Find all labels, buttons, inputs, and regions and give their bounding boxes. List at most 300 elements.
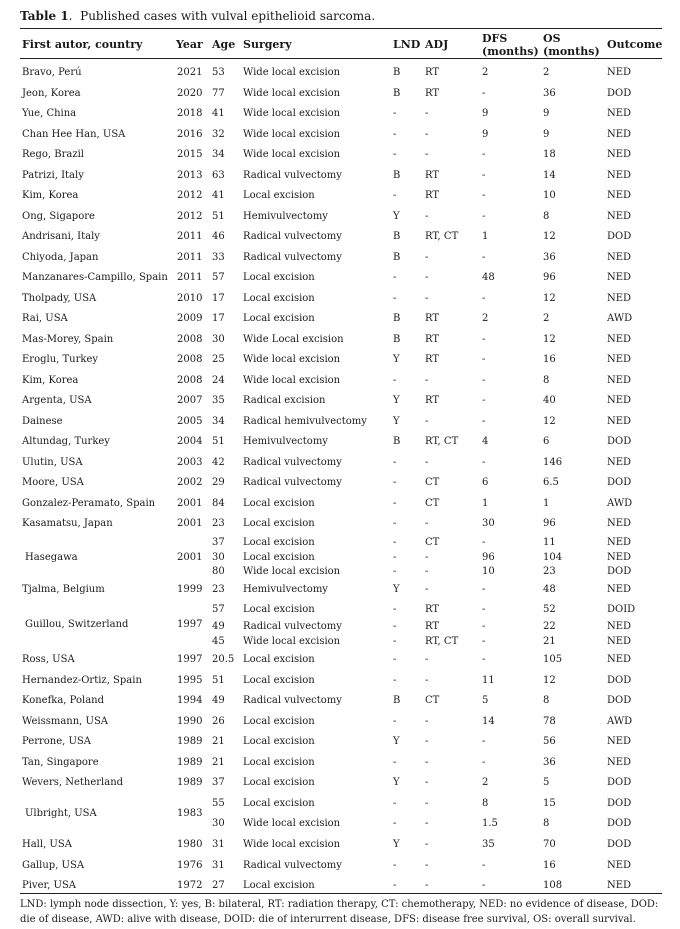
cell-lnd: B [393,231,401,242]
cell-os: 2 [543,313,550,324]
cell-year: 1980 [177,839,203,850]
cell-surgery: Local excision [243,313,315,324]
cell-os: 8 [543,695,550,706]
cell-outcome: DOD [607,87,632,99]
cell-outcome: DOD [607,818,632,829]
cell-age: 32 [212,128,225,140]
cell-dfs: 10 [482,566,495,577]
cell-year: 2002 [177,477,203,488]
cell-lnd: Y [393,584,400,595]
cell-outcome: NED [607,251,632,263]
cell-lnd: - [393,566,397,577]
cell-author: Tjalma, Belgium [22,584,105,595]
table-title: Published cases with vulval epithelioid sarcoma. [80,9,376,23]
cell-lnd: B [393,169,401,181]
cell-adj: RT [425,67,440,78]
cell-author: Altundag, Turkey [22,436,110,447]
cell-lnd: - [393,518,397,529]
cell-year: 2021 [177,67,203,78]
cell-author: Weissmann, USA [22,715,109,727]
cell-outcome: DOD [607,477,632,488]
cell-lnd: - [393,456,397,468]
cell-year: 2012 [177,190,203,201]
cell-os: 2 [543,67,550,78]
cell-lnd: B [393,313,401,324]
cell-author: Konefka, Poland [22,695,105,706]
cell-year: 1983 [177,808,203,819]
table-footnote: LND: lymph node dissection, Y: yes, B: bilateral, RT: radiation therapy, CT: chemotherapy, NED: no evidence of disease, DOD: die of disease, AWD: alive with disease, DOID: die of interurrent disease, DFS: disease free survival, OS: overall survival. [20,899,659,925]
cell-year: 2007 [177,395,203,406]
cell-dfs: - [482,292,486,304]
cell-author: Wevers, Netherland [22,777,124,788]
cell-adj: RT [425,313,440,324]
cell-adj: - [425,674,429,686]
cell-surgery: Radical hemivulvectomy [243,415,367,427]
cell-outcome: DOD [607,839,632,850]
cell-author: Gallup, USA [22,859,85,871]
cell-dfs: 8 [482,798,489,809]
cell-outcome: NED [607,552,632,563]
cell-dfs: 9 [482,108,489,119]
header-year: Year [176,38,203,51]
cell-year: 2016 [177,128,203,140]
cell-age: 57 [212,272,225,283]
cell-surgery: Radical vulvectomy [243,859,342,871]
cell-age: 34 [212,149,225,160]
cell-year: 1972 [177,880,203,891]
cell-lnd: - [393,880,397,891]
cell-age: 30 [212,552,225,563]
cell-age: 31 [212,859,225,871]
cell-outcome: DOD [607,231,632,242]
cell-surgery: Local excision [243,292,315,304]
cell-year: 2011 [177,251,203,263]
cell-age: 51 [212,210,225,222]
cell-lnd: - [393,552,397,563]
bottom-rule [20,893,662,894]
cell-dfs: 1 [482,231,489,242]
cell-lnd: - [393,604,397,615]
cell-surgery: Wide local excision [243,87,341,99]
cell-year: 2001 [177,518,203,529]
cell-outcome: AWD [607,715,633,727]
cell-os: 9 [543,128,550,140]
cell-os: 36 [543,756,556,768]
cell-lnd: - [393,149,397,160]
cell-dfs: - [482,736,486,747]
cell-age: 84 [212,497,225,509]
cell-outcome: NED [607,584,632,595]
cell-lnd: B [393,695,401,706]
cell-surgery: Radical vulvectomy [243,456,342,468]
cell-surgery: Wide local excision [243,374,341,386]
cell-surgery: Local excision [243,756,315,768]
cell-adj: - [425,374,429,386]
cell-surgery: Radical vulvectomy [243,477,342,488]
cell-adj: - [425,584,429,595]
cell-year: 2008 [177,333,203,345]
cell-os: 16 [543,354,556,365]
cell-surgery: Local excision [243,552,315,563]
cell-outcome: NED [607,456,632,468]
cell-os: 48 [543,584,556,595]
cell-outcome: NED [607,518,632,529]
cell-dfs: - [482,415,486,427]
cell-os: 10 [543,190,556,201]
cell-author: Jeon, Korea [22,87,81,99]
cell-surgery: Wide Local excision [243,333,344,345]
cell-lnd: - [393,636,397,647]
cell-outcome: DOD [607,798,632,809]
cell-lnd: - [393,128,397,140]
cell-lnd: - [393,715,397,727]
table-caption: Table 1. Published cases with vulval epithelioid sarcoma. [20,9,376,23]
cell-outcome: NED [607,537,632,548]
cell-age: 27 [212,880,225,891]
cell-age: 55 [212,798,225,809]
cell-author: Tholpady, USA [22,292,97,304]
cell-surgery: Wide local excision [243,149,341,160]
cell-os: 96 [543,518,556,529]
cell-adj: - [425,839,429,850]
cell-age: 17 [212,292,225,304]
cell-adj: RT, CT [425,436,459,447]
cell-author: Kim, Korea [22,374,79,386]
cell-adj: RT [425,395,440,406]
cell-adj: - [425,777,429,788]
cell-age: 80 [212,566,225,577]
cell-lnd: - [393,621,397,632]
cell-lnd: B [393,436,401,447]
cell-adj: - [425,756,429,768]
cell-adj: - [425,654,429,665]
cell-lnd: Y [393,736,400,747]
cell-year: 2004 [177,436,203,447]
cell-age: 34 [212,415,225,427]
cell-author: Guillou, Switzerland [25,619,129,630]
cell-age: 41 [212,190,225,201]
cell-year: 2020 [177,87,203,99]
cell-author: Hall, USA [22,839,72,850]
cell-author: Moore, USA [22,477,84,488]
cell-author: Andrisani, Italy [22,231,100,242]
cell-adj: - [425,552,429,563]
cell-adj: - [425,149,429,160]
cell-year: 1994 [177,695,203,706]
cell-year: 1976 [177,859,203,871]
cell-author: Ulutin, USA [22,456,83,468]
cell-surgery: Local excision [243,654,315,665]
cell-surgery: Radical vulvectomy [243,169,342,181]
cell-os: 22 [543,621,556,632]
cell-dfs: - [482,251,486,263]
cell-lnd: - [393,756,397,768]
cell-os: 12 [543,415,556,427]
cell-lnd: Y [393,415,400,427]
cell-age: 49 [212,695,225,706]
cell-os: 56 [543,736,556,747]
cell-dfs: - [482,169,486,181]
cell-outcome: DOD [607,777,632,788]
top-rule [20,28,662,29]
cell-age: 53 [212,67,225,78]
cell-surgery: Wide local excision [243,354,341,365]
cell-author: Manzanares-Campillo, Spain [22,272,168,283]
cell-adj: - [425,272,429,283]
cell-os: 15 [543,798,556,809]
cell-surgery: Wide local excision [243,67,341,78]
cell-surgery: Local excision [243,537,315,548]
cell-age: 23 [212,518,225,529]
cell-surgery: Local excision [243,715,315,727]
cell-age: 41 [212,108,225,119]
cell-dfs: 96 [482,552,495,563]
cell-surgery: Local excision [243,880,315,891]
cell-adj: CT [425,477,440,488]
cell-year: 2008 [177,374,203,386]
cell-adj: - [425,566,429,577]
cell-outcome: NED [607,149,632,160]
cell-os: 14 [543,169,556,181]
cell-outcome: NED [607,621,632,632]
cell-author: Bravo, Perú [22,67,82,78]
cell-author: Ross, USA [22,654,75,665]
header-os: OS (months) [543,32,600,58]
cell-author: Chiyoda, Japan [22,251,99,263]
cell-dfs: - [482,333,486,345]
cell-outcome: DOID [607,604,636,615]
cell-dfs: - [482,87,486,99]
cell-dfs: 11 [482,674,495,686]
cell-surgery: Local excision [243,777,315,788]
cell-author: Eroglu, Turkey [22,354,99,365]
cell-age: 49 [212,621,225,632]
cell-surgery: Local excision [243,272,315,283]
cell-lnd: Y [393,354,400,365]
cell-lnd: - [393,537,397,548]
cell-year: 2001 [177,552,203,563]
cell-surgery: Hemivulvectomy [243,436,328,447]
cell-author: Argenta, USA [22,395,92,406]
cell-os: 36 [543,87,556,99]
cell-os: 9 [543,108,550,119]
cell-adj: - [425,736,429,747]
cell-year: 1997 [177,619,203,630]
cell-adj: - [425,292,429,304]
cell-year: 2005 [177,415,203,427]
cell-outcome: NED [607,128,632,140]
cell-surgery: Local excision [243,497,315,509]
cell-author: Piver, USA [22,880,77,891]
cell-author: Gonzalez-Peramato, Spain [22,497,156,509]
cell-author: Rego, Brazil [22,149,84,160]
cell-os: 105 [543,654,563,665]
header-adj: ADJ [425,38,449,51]
cell-os: 16 [543,859,556,871]
cell-year: 2011 [177,231,203,242]
cell-dfs: 5 [482,695,489,706]
cell-author: Hernandez-Ortiz, Spain [22,674,142,686]
cell-outcome: NED [607,415,632,427]
cell-lnd: Y [393,210,400,222]
cell-year: 2018 [177,108,203,119]
cell-age: 30 [212,818,225,829]
cell-dfs: - [482,149,486,160]
cell-lnd: - [393,859,397,871]
cell-outcome: NED [607,354,632,365]
cell-surgery: Local excision [243,736,315,747]
cell-adj: - [425,880,429,891]
cell-outcome: NED [607,272,632,283]
cell-os: 12 [543,674,556,686]
cell-age: 17 [212,313,225,324]
cell-os: 104 [543,552,563,563]
cell-outcome: DOD [607,674,632,686]
cell-dfs: - [482,604,486,615]
cell-author: Patrizi, Italy [22,169,84,181]
cell-year: 2011 [177,272,203,283]
cell-adj: - [425,715,429,727]
cell-dfs: - [482,537,486,548]
cell-author: Chan Hee Han, USA [22,128,126,140]
cell-lnd: B [393,333,401,345]
cell-adj: - [425,818,429,829]
cell-age: 51 [212,436,225,447]
cell-dfs: 2 [482,777,489,788]
cell-age: 30 [212,333,225,345]
cell-os: 8 [543,210,550,222]
cell-year: 2001 [177,497,203,509]
cell-dfs: - [482,456,486,468]
cell-adj: RT, CT [425,231,459,242]
cell-adj: CT [425,695,440,706]
cell-dfs: 9 [482,128,489,140]
cell-year: 2009 [177,313,203,324]
cell-dfs: - [482,354,486,365]
cell-dfs: - [482,880,486,891]
cell-age: 37 [212,537,225,548]
cell-author: Ulbright, USA [25,808,97,819]
cell-age: 42 [212,456,225,468]
cell-age: 21 [212,736,225,747]
cell-outcome: NED [607,880,632,891]
cell-adj: RT [425,604,440,615]
cell-os: 36 [543,251,556,263]
cell-dfs: - [482,756,486,768]
cell-outcome: NED [607,333,632,345]
cell-year: 1989 [177,736,203,747]
cell-age: 46 [212,231,225,242]
cell-surgery: Radical excision [243,395,326,406]
cell-lnd: - [393,798,397,809]
cell-lnd: - [393,654,397,665]
cell-age: 51 [212,674,225,686]
cell-surgery: Local excision [243,798,315,809]
cell-os: 18 [543,149,556,160]
cell-os: 8 [543,374,550,386]
cell-dfs: 30 [482,518,495,529]
cell-year: 1997 [177,654,203,665]
cell-os: 6 [543,436,550,447]
cell-outcome: NED [607,190,632,201]
cell-age: 45 [212,636,225,647]
cell-os: 70 [543,839,556,850]
cell-adj: - [425,128,429,140]
cell-age: 63 [212,169,225,181]
cell-adj: - [425,456,429,468]
cell-dfs: 1.5 [482,818,498,829]
cell-dfs: 35 [482,839,495,850]
cell-age: 57 [212,604,225,615]
cell-dfs: 6 [482,477,489,488]
cell-os: 11 [543,537,556,548]
cell-os: 108 [543,880,563,891]
cell-dfs: 14 [482,715,495,727]
cell-lnd: - [393,272,397,283]
cell-year: 1989 [177,777,203,788]
cell-adj: RT [425,190,440,201]
cell-surgery: Wide local excision [243,818,341,829]
cell-age: 33 [212,251,225,263]
cell-age: 26 [212,715,225,727]
cell-lnd: - [393,674,397,686]
cell-age: 24 [212,374,225,386]
cell-os: 12 [543,231,556,242]
cell-adj: - [425,210,429,222]
cell-adj: RT, CT [425,636,459,647]
cell-outcome: NED [607,736,632,747]
cell-lnd: - [393,497,397,509]
cell-outcome: NED [607,67,632,78]
cell-year: 1990 [177,715,203,727]
cell-author: Kasamatsu, Japan [22,518,113,529]
cell-author: Tan, Singapore [22,756,99,768]
cell-surgery: Wide local excision [243,839,341,850]
cell-dfs: - [482,636,486,647]
cell-surgery: Wide local excision [243,128,341,140]
cell-lnd: Y [393,395,400,406]
cell-lnd: Y [393,777,400,788]
cell-outcome: NED [607,169,632,181]
cell-author: Hasegawa [25,552,78,563]
cell-author: Mas-Morey, Spain [22,333,114,345]
cell-outcome: NED [607,756,632,768]
cell-lnd: - [393,292,397,304]
cell-os: 8 [543,818,550,829]
cell-os: 96 [543,272,556,283]
cell-year: 2010 [177,292,203,304]
cell-os: 146 [543,456,563,468]
cell-dfs: - [482,374,486,386]
cell-dfs: - [482,859,486,871]
cell-adj: - [425,859,429,871]
cell-dfs: 2 [482,313,489,324]
cell-surgery: Local excision [243,518,315,529]
cell-author: Ong, Sigapore [22,210,95,222]
cell-outcome: NED [607,636,632,647]
cell-adj: RT [425,354,440,365]
cell-os: 6.5 [543,477,559,488]
cell-adj: RT [425,333,440,345]
cell-year: 2008 [177,354,203,365]
cell-outcome: NED [607,108,632,119]
cell-surgery: Wide local excision [243,108,341,119]
cell-adj: RT [425,169,440,181]
cell-os: 52 [543,604,556,615]
cell-age: 35 [212,395,225,406]
cell-adj: RT [425,621,440,632]
cell-year: 2012 [177,210,203,222]
